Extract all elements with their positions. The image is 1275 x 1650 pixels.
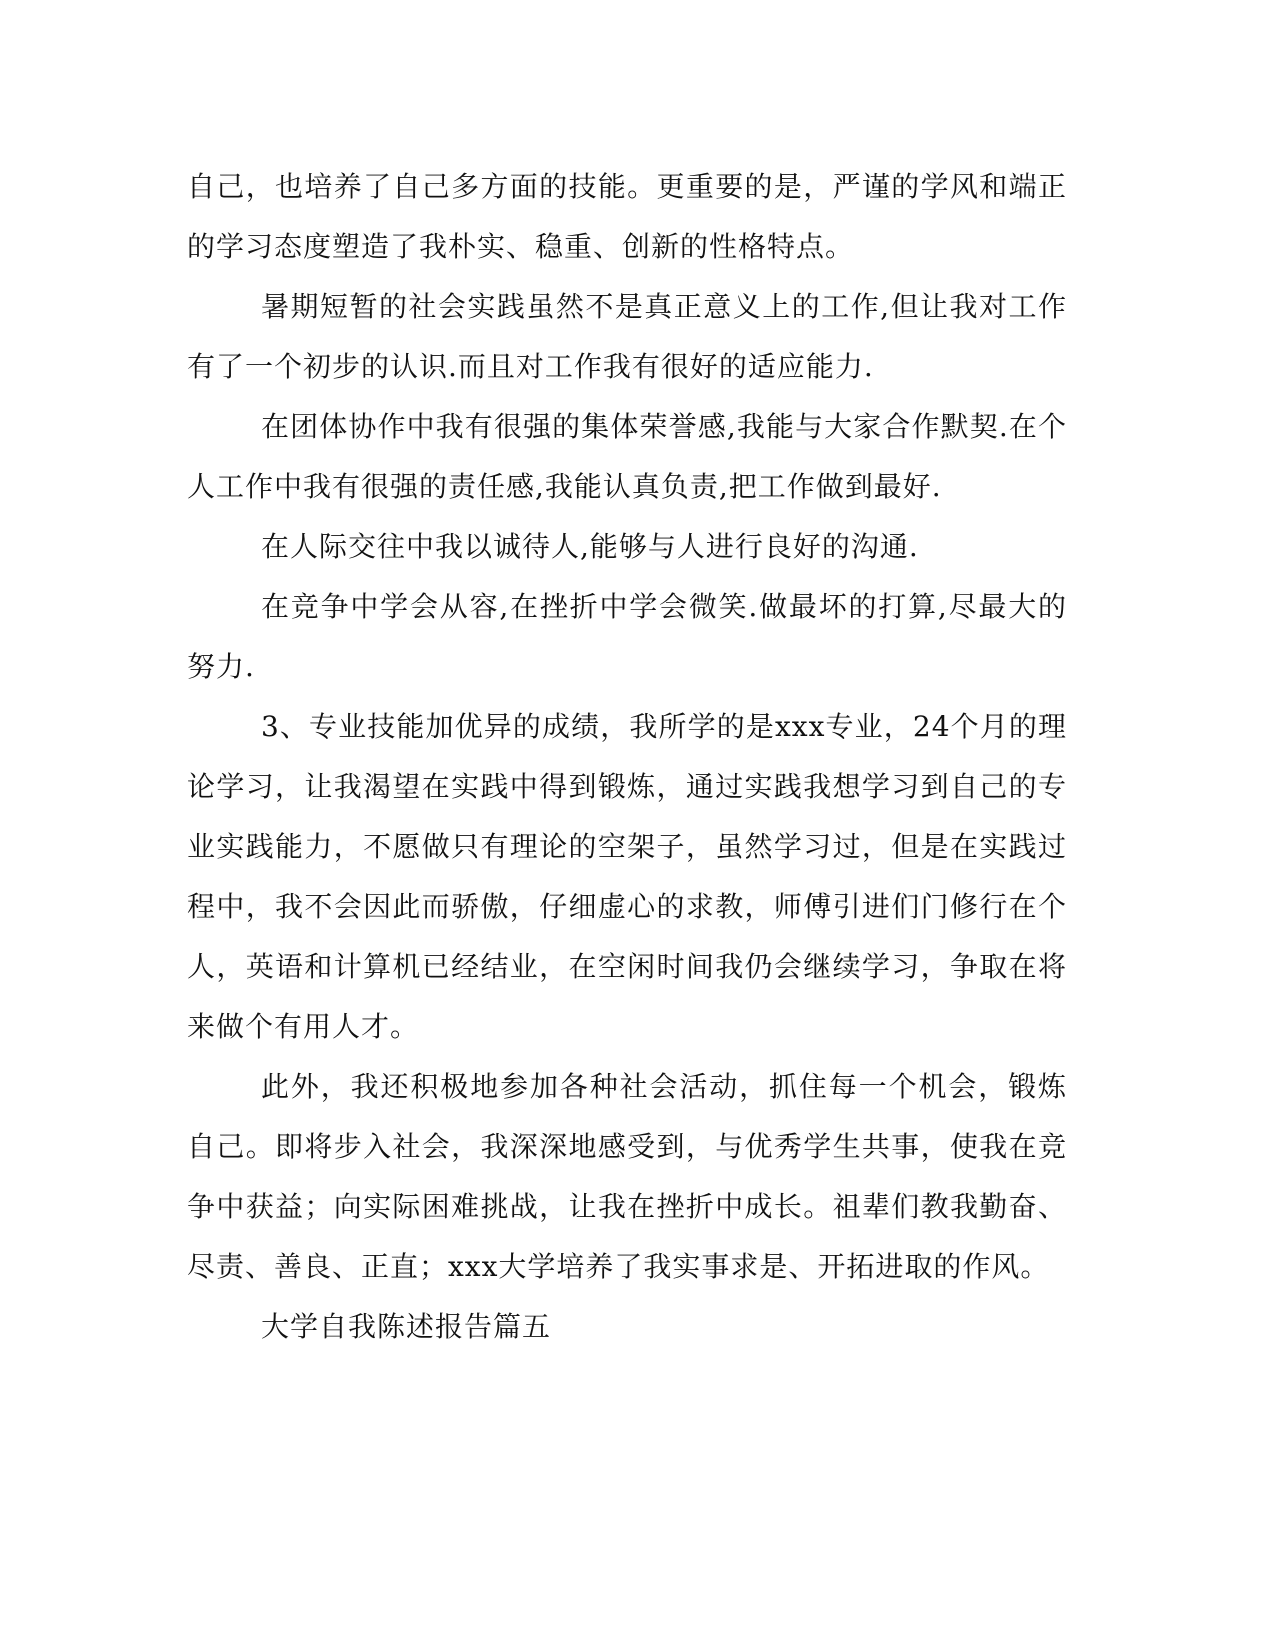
paragraph-interpersonal: 在人际交往中我以诚待人,能够与人进行良好的沟通. [261,530,919,563]
paragraph-summer-practice: 暑期短暂的社会实践虽然不是真正意义上的工作,但让我对工作有了一个初步的认识.而且对工作我有很好的适应能力. [187,290,1067,383]
paragraph-continuation: 自己，也培养了自己多方面的技能。更重要的是，严谨的学风和端正的学习态度塑造了我朴实、稳重、创新的性格特点。 [187,170,1067,263]
paragraph-social-activities: 此外，我还积极地参加各种社会活动，抓住每一个机会，锻炼自己。即将步入社会，我深深地感受到，与优秀学生共事，使我在竞争中获益；向实际困难挑战，让我在挫折中成长。祖辈们教我勤奋、尽责、善良、正直；xxx大学培养了我实事求是、开拓进取的作风。 [187,1070,1067,1283]
paragraph-professional-skills: 3、专业技能加优异的成绩，我所学的是xxx专业，24个月的理论学习，让我渴望在实践中得到锻炼，通过实践我想学习到自己的专业实践能力，不愿做只有理论的空架子，虽然学习过，但是在实践过程中，我不会因此而骄傲，仔细虚心的求教，师傅引进们门修行在个人，英语和计算机已经结业，在空闲时间我仍会继续学习，争取在将来做个有用人才。 [187,710,1067,1043]
section-heading: 大学自我陈述报告篇五 [261,1310,552,1343]
paragraph-teamwork: 在团体协作中我有很强的集体荣誉感,我能与大家合作默契.在个人工作中我有很强的责任感,我能认真负责,把工作做到最好. [187,410,1067,503]
paragraph-competition: 在竞争中学会从容,在挫折中学会微笑.做最坏的打算,尽最大的努力. [187,590,1067,683]
document-body [187,157,1067,1357]
